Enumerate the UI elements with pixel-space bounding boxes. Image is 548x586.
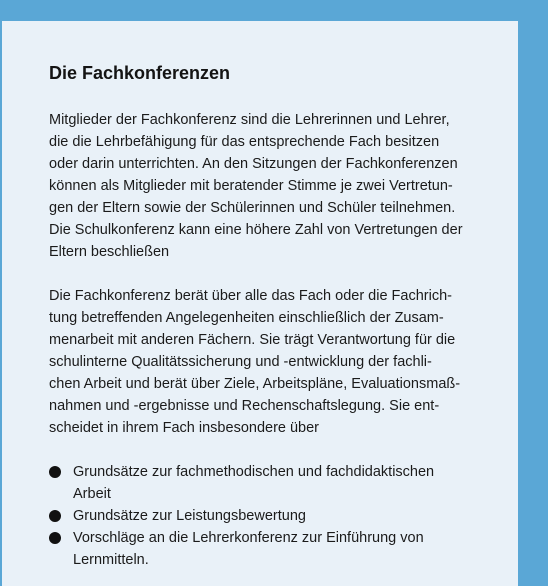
text-line: tung betreffenden Angelegenheiten einschließlich der Zusam- xyxy=(49,310,444,326)
text-line: die die Lehrbefähigung für das entsprechende Fach besitzen xyxy=(49,134,440,150)
list-item xyxy=(49,505,498,527)
text-line: Mitglieder der Fachkonferenz sind die Lehrerinnen und Lehrer, xyxy=(49,112,450,128)
text-line: Vorschläge an die Lehrerkonferenz zur Einführung von xyxy=(73,530,424,546)
paragraph-members xyxy=(49,109,498,263)
bullet-list xyxy=(49,461,498,571)
list-item xyxy=(49,527,498,571)
text-line: chen Arbeit und berät über Ziele, Arbeitspläne, Evaluationsmaß- xyxy=(49,376,461,392)
bullet-icon xyxy=(49,532,61,544)
text-line: Eltern beschließen xyxy=(49,244,170,260)
text-line: nahmen und -ergebnisse und Rechenschaftslegung. Sie ent- xyxy=(49,398,440,414)
text-line: schulinterne Qualitätssicherung und -entwicklung der fachli- xyxy=(49,354,432,370)
text-line: Die Schulkonferenz kann eine höhere Zahl von Vertretungen der xyxy=(49,222,463,238)
text-line: gen der Eltern sowie der Schülerinnen und Schüler teilnehmen. xyxy=(49,200,456,216)
text-line: Die Fachkonferenz berät über alle das Fach oder die Fachrich- xyxy=(49,288,452,304)
text-line: menarbeit mit anderen Fächern. Sie trägt Verantwortung für die xyxy=(49,332,456,348)
text-line: Arbeit xyxy=(73,486,111,502)
text-line: können als Mitglieder mit beratender Stimme je zwei Vertretun- xyxy=(49,178,453,194)
bullet-icon xyxy=(49,466,61,478)
text-line: scheidet in ihrem Fach insbesondere über xyxy=(49,420,320,436)
bullet-icon xyxy=(49,510,61,522)
section-title: Die Fachkonferenzen xyxy=(49,63,231,83)
paragraph-responsibilities xyxy=(49,285,498,439)
list-item xyxy=(49,461,498,505)
text-line: Grundsätze zur Leistungsbewertung xyxy=(73,508,306,524)
content-card xyxy=(2,21,518,586)
text-line: Lernmitteln. xyxy=(73,552,149,568)
text-line: Grundsätze zur fachmethodischen und fachdidaktischen xyxy=(73,464,435,480)
text-line: oder darin unterrichten. An den Sitzungen der Fachkonferenzen xyxy=(49,156,458,172)
